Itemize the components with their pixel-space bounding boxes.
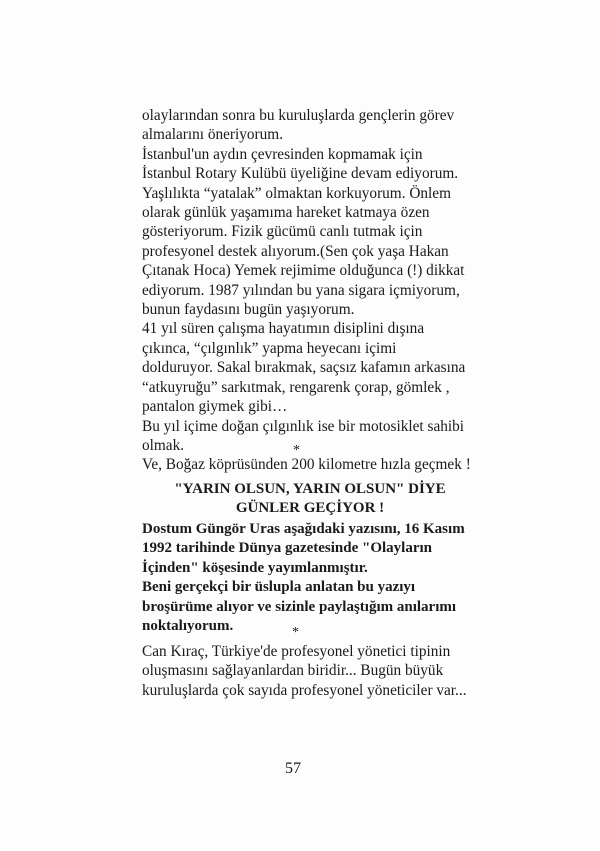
body-line: İstanbul Rotary Kulübü üyeliğine devam ediyorum. (142, 165, 459, 183)
body-line: olmak. (142, 436, 185, 454)
intro-line: Beni gerçekçi bir üslupla anlatan bu yazıyı (142, 579, 416, 596)
body-line: bunun faydasını bugün yaşıyorum. (142, 301, 355, 319)
body-line: olaylarından sonra bu kuruluşlarda gençlerin görev (142, 107, 455, 124)
body-line: profesyonel destek alıyorum.(Sen çok yaşa Hakan (142, 242, 449, 260)
section-heading (150, 480, 470, 518)
quote-paragraph (142, 642, 472, 700)
intro-line: Dostum Güngör Uras aşağıdaki yazısını, 16 Kasım (142, 521, 465, 537)
intro-line: İçinden" köşesinde yayımlanmıştır. (142, 559, 368, 576)
body-line: gösteriyorum. Fizik gücümü canlı tutmak için (142, 223, 423, 241)
body-line: dolduruyor. Sakal bırakmak, saçsız kafamın arkasına (142, 359, 466, 377)
heading-line-2: GÜNLER GEÇİYOR ! (235, 500, 385, 516)
body-line: almalarını öneriyorum. (142, 126, 284, 144)
body-line: pantalon giymek gibi… (142, 398, 288, 416)
intro-line: 1992 tarihinde Dünya gazetesinde "Olayların (142, 540, 433, 557)
body-line: “atkuyruğu” sarkıtmak, rengarenk çorap, gömlek , (142, 378, 450, 396)
body-line: Bu yıl içime doğan çılgınlık ise bir motosiklet sahibi (142, 417, 465, 435)
body-line: Çıtanak Hoca) Yemek rejimime olduğunca (!) dikkat (142, 262, 465, 280)
body-line: Yaşlılıkta “yatalak” olmaktan korkuyorum. Önlem (142, 184, 451, 202)
heading-line-1: "YARIN OLSUN, YARIN OLSUN" DİYE (174, 481, 446, 497)
body-line: İstanbul'un aydın çevresinden kopmamak için (142, 145, 423, 163)
body-line: olarak günlük yaşamıma hareket katmaya özen (142, 204, 430, 222)
body-line: ediyorum. 1987 yılından bu yana sigara içmiyorum, (142, 281, 460, 299)
body-line: çıkınca, “çılgınlık” yapma heyecanı içimi (142, 339, 397, 357)
body-paragraphs (142, 106, 472, 475)
page-number: 57 (285, 760, 301, 777)
body-line: 41 yıl süren çalışma hayatımın disiplini dışına (142, 320, 425, 338)
intro-line: broşürüme alıyor ve sizinle paylaştığım anılarımı (142, 598, 457, 615)
quote-line: oluşmasını sağlayanlardan biridir... Bugün büyük (142, 662, 444, 680)
intro-line: noktalıyorum. (142, 618, 234, 635)
section-separator: * (292, 625, 299, 640)
intro-paragraph (142, 520, 472, 636)
quote-line: Can Kıraç, Türkiye'de profesyonel yönetici tipinin (142, 643, 451, 660)
section-separator: * (293, 443, 300, 458)
quote-line: kuruluşlarda çok sayıda profesyonel yöneticiler var... (142, 681, 467, 699)
body-line: Ve, Boğaz köprüsünden 200 kilometre hızla geçmek ! (142, 456, 471, 474)
